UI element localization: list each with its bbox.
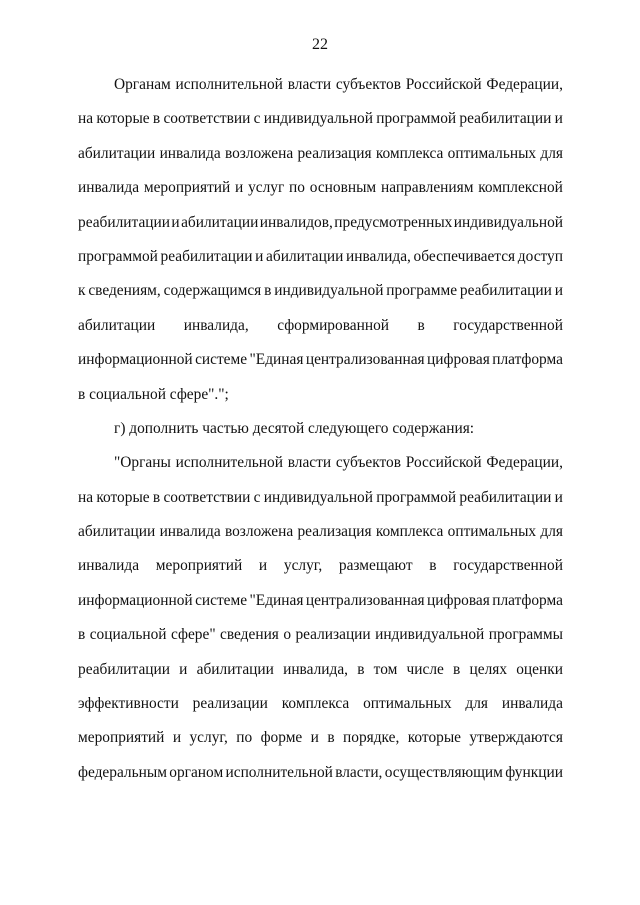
word: и [179, 660, 188, 678]
word: на [78, 110, 94, 128]
paragraph-line [78, 653, 563, 687]
word: программой [376, 488, 457, 506]
paragraph-line [78, 687, 563, 721]
word: мероприятий [155, 557, 243, 575]
word: индивидуальной [453, 213, 563, 231]
paragraph-line [78, 481, 563, 515]
word: оптимальных [447, 144, 537, 162]
word: инвалида, [283, 660, 349, 678]
word: для [540, 144, 563, 162]
word: в [327, 729, 335, 747]
word: реабилитации [459, 282, 552, 300]
word: доступ [517, 247, 563, 265]
word: для [540, 523, 563, 541]
word: и [310, 729, 319, 747]
word: комплекса [375, 144, 444, 162]
word: реабилитации [78, 213, 170, 231]
paragraph-line [78, 274, 563, 308]
word: цифровая [427, 591, 490, 609]
word: платформа [492, 591, 563, 609]
word: и [255, 247, 264, 265]
paragraph-line [78, 618, 563, 652]
paragraph-line [78, 446, 563, 480]
word: абилитации [78, 523, 156, 541]
paragraph-line [78, 721, 563, 755]
word: инвалида [159, 523, 221, 541]
word: и [235, 179, 244, 197]
word: комплекса [375, 523, 444, 541]
word: инвалида [78, 557, 140, 575]
word: оптимальных [363, 695, 452, 713]
word: Российской [405, 454, 482, 472]
word: на [78, 488, 94, 506]
word: оптимальных [447, 523, 537, 541]
word: абилитации [266, 247, 344, 265]
document-body [78, 68, 563, 790]
word: реализация [297, 523, 372, 541]
word: системе [195, 351, 248, 369]
word: в [152, 488, 161, 506]
word: числе [406, 660, 444, 678]
word: абилитации [78, 316, 156, 334]
paragraph-line [78, 102, 563, 136]
word: возложена [224, 144, 294, 162]
word: инвалида, [183, 316, 249, 334]
paragraph-line [78, 137, 563, 171]
word: в [264, 282, 272, 300]
word: услуг, [283, 557, 323, 575]
word: сфере" [170, 626, 216, 644]
word: и [554, 488, 563, 506]
word: реабилитации [459, 110, 552, 128]
word: Федерации, [486, 76, 563, 93]
word: с [253, 488, 261, 506]
word: инвалида [501, 695, 563, 713]
word: оценки [516, 660, 563, 678]
word: в [453, 660, 461, 678]
word: системе [195, 591, 248, 609]
word: "Единая [249, 591, 304, 609]
word: размещают [338, 557, 413, 575]
word: реабилитации [160, 247, 253, 265]
word: к [78, 282, 86, 300]
word: услуг [248, 179, 285, 197]
word: абилитации [196, 660, 274, 678]
word: которые [407, 729, 462, 747]
word: для [465, 695, 489, 713]
word: государственной [453, 316, 563, 334]
word: исполнительной [175, 454, 283, 472]
word: платформа [492, 351, 563, 369]
word: инвалида [78, 179, 140, 197]
word: по [289, 179, 305, 197]
word: программе [386, 282, 458, 300]
word: исполнительной [175, 76, 283, 93]
word: в [78, 626, 86, 644]
word: целях [469, 660, 508, 678]
word: с [253, 110, 261, 128]
word: индивидуальной [263, 110, 373, 128]
paragraph-line [78, 343, 563, 377]
word: том [373, 660, 398, 678]
word: централизованная [305, 591, 425, 609]
paragraph-line [78, 171, 563, 205]
word: реабилитации [78, 660, 170, 678]
word: предусмотренных [334, 213, 453, 231]
word: соответствии [163, 110, 251, 128]
paragraph-line [78, 584, 563, 618]
word: в [152, 110, 161, 128]
word: в [417, 316, 425, 334]
word: содержащимся [163, 282, 262, 300]
word: власти, [335, 763, 383, 781]
word: комплексной [478, 179, 563, 197]
word: направлениям [380, 179, 474, 197]
word: порядке, [343, 729, 400, 747]
word: индивидуальной [263, 488, 373, 506]
paragraph-line: г) дополнить частью десятой следующего содержания: [114, 419, 475, 437]
word: мероприятий [143, 179, 231, 197]
word: программой [376, 110, 457, 128]
word: централизованная [305, 351, 425, 369]
word: эффективности [78, 695, 179, 713]
word: "Единая [249, 351, 304, 369]
paragraph-line [78, 240, 563, 274]
word: власти [287, 454, 332, 472]
page-number: 22 [312, 36, 328, 53]
paragraph-line [78, 515, 563, 549]
word: в [429, 557, 437, 575]
word: и [172, 729, 182, 747]
word: Российской [405, 76, 482, 93]
word: основным [309, 179, 377, 197]
word: услуг, [189, 729, 228, 747]
word: функции [505, 763, 563, 781]
word: информационной [78, 591, 193, 609]
word: которые [96, 488, 150, 506]
word: Органам [114, 76, 171, 93]
word: форме [260, 729, 303, 747]
word: субъектов [335, 76, 401, 93]
word: и [554, 110, 563, 128]
word: программы [488, 626, 563, 644]
word: абилитации [181, 213, 259, 231]
word: инвалида [159, 144, 221, 162]
word: сведениям, [88, 282, 161, 300]
word: которые [96, 110, 150, 128]
word: "Органы [114, 454, 171, 472]
word: реабилитации [459, 488, 552, 506]
word: власти [287, 76, 332, 93]
word: инвалидов, [259, 213, 333, 231]
word: государственной [453, 557, 563, 575]
word: инвалида, [345, 247, 411, 265]
word: и [171, 213, 180, 231]
word: и [554, 282, 563, 300]
word: о [283, 626, 292, 644]
word: программой [78, 247, 158, 265]
word: в [357, 660, 365, 678]
word: реализации [295, 626, 371, 644]
word: осуществляющим [384, 763, 503, 781]
word: индивидуальной [274, 282, 384, 300]
paragraph-line [78, 206, 563, 240]
paragraph-line: в социальной сфере"."; [78, 385, 229, 403]
paragraph-line [78, 549, 563, 583]
word: утверждаются [469, 729, 563, 747]
word: возложена [224, 523, 294, 541]
word: реализации [192, 695, 268, 713]
word: социальной [89, 626, 167, 644]
word: абилитации [78, 144, 156, 162]
paragraph-line [78, 756, 563, 790]
word: реализация [297, 144, 372, 162]
word: мероприятий [78, 729, 165, 747]
word: индивидуальной [375, 626, 485, 644]
word: по [236, 729, 253, 747]
word: комплекса [281, 695, 350, 713]
paragraph-line [78, 309, 563, 343]
word: и [258, 557, 268, 575]
word: соответствии [163, 488, 251, 506]
word: информационной [78, 351, 193, 369]
word: цифровая [427, 351, 490, 369]
paragraph-line [78, 68, 563, 102]
word: обеспечивается [413, 247, 516, 265]
word: субъектов [335, 454, 401, 472]
word: органом [169, 763, 224, 781]
word: сформированной [277, 316, 390, 334]
word: федеральным [78, 763, 167, 781]
word: сведения [220, 626, 279, 644]
word: Федерации, [486, 454, 563, 472]
word: исполнительной [225, 763, 333, 781]
